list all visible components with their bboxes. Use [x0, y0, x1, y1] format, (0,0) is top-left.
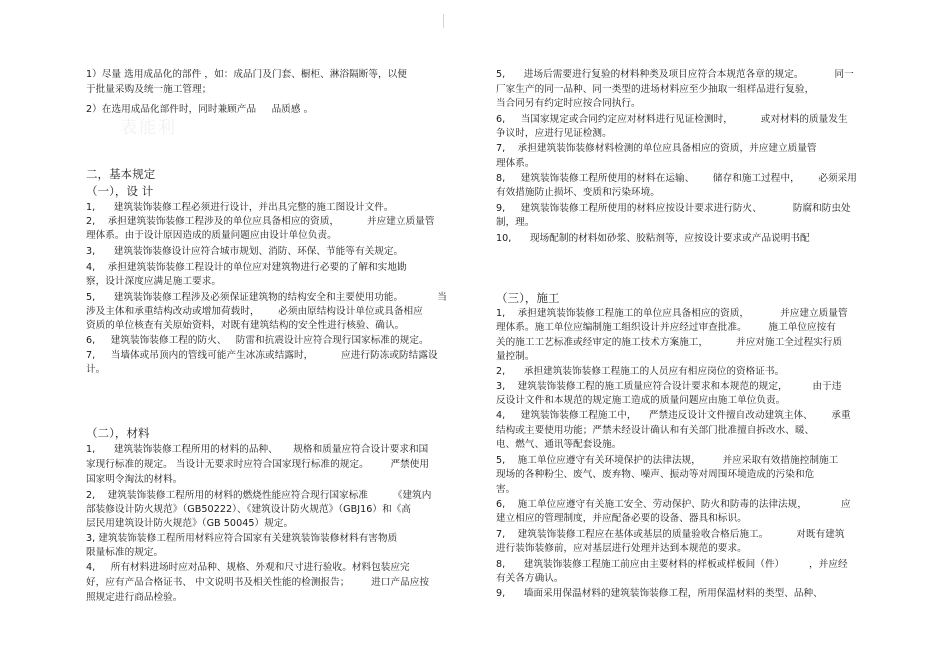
text-line: 1, 建筑装饰装修工程所用的材料的品种、 规格和质量应符合设计要求和国	[86, 444, 429, 455]
text-line: 建立相应的管理制度，并应配备必要的设备、器具和标识。	[496, 513, 747, 524]
text-line: 7, 建筑装饰装修工程应在基体或基层的质量验收合格后施工。 对既有建筑	[496, 529, 845, 540]
page-divider	[443, 14, 444, 28]
text-line: 1, 建筑装饰装修工程必须进行设计，并出具完整的施工图设计文件。	[86, 202, 394, 213]
subsection-heading: （二），材料	[86, 426, 150, 440]
text-line: 8, 建筑装饰装修工程施工前应由主要材料的样板或样板间（件） ，并应经	[496, 559, 848, 570]
text-line: 2, 建筑装饰装修工程所用的材料的燃烧性能应符合现行国家标准 《建筑内	[86, 490, 432, 501]
subsection-heading: （三），施工	[496, 291, 560, 305]
text-line: 害。	[496, 484, 516, 495]
watermark-text: 表能利	[120, 118, 177, 138]
text-line: 厂家生产的同一品种、同一类型的进场材料应至少抽取一组样品进行复验，	[496, 84, 815, 95]
subsection-heading: （一），设 计	[86, 184, 154, 198]
text-line: 理体系。	[496, 158, 535, 169]
text-line: 理体系。施工单位应编制施工组织设计并应经过审查批准。 施工单位应按有	[496, 322, 836, 333]
text-line: 4, 建筑装饰装修工程施工中， 严禁违反设计文件擅自改动建筑主体、 承重	[496, 410, 851, 421]
text-line: 2）在选用成品化部件时，同时兼顾产品 品质感 。	[86, 104, 314, 115]
text-line: 反设计文件和本规范的规定施工造成的质量问题应由施工单位负责。	[496, 395, 786, 406]
text-line: 进行装饰装修前，应对基层进行处理并达到本规范的要求。	[496, 543, 747, 554]
text-line: 关的施工工艺标准或经审定的施工技术方案施工， 并应对施工全过程实行质	[496, 337, 843, 348]
text-line: 资质的单位核查有关原始资料，对既有建筑结构的安全性进行核验、确认。	[86, 320, 405, 331]
text-line: 结构或主要使用功能；严禁未经设计确认和有关部门批准擅自拆改水、暖、	[496, 425, 815, 436]
text-line: 于批量采购及统一施工管理；	[86, 84, 212, 95]
text-line: 3, 建筑装饰装修工程所用材料应符合国家有关建筑装饰装修材料有害物质	[86, 533, 398, 544]
text-line: 2, 承担建筑装饰装修工程施工的人员应有相应岗位的资格证书。	[496, 366, 785, 377]
text-line: 国家明令淘汰的材料。	[86, 474, 183, 485]
text-line: 3, 建筑装饰装修设计应符合城市规划、消防、环保、节能等有关规定。	[86, 246, 404, 257]
text-line: 照规定进行商品检验。	[86, 592, 183, 603]
text-line: 察，设计深度应满足施工要求。	[86, 276, 222, 287]
text-line: 10, 现场配制的材料如砂浆、胶粘剂等，应按设计要求或产品说明书配	[496, 233, 810, 244]
text-line: 涉及主体和承重结构改动或增加荷载时， 必须由原结构设计单位或具备相应	[86, 306, 423, 317]
text-line: 6, 当国家规定或合同约定应对材料进行见证检测时， 或对材料的质量发生	[496, 114, 848, 125]
text-line: 4, 所有材料进场时应对品种、规格、外观和尺寸进行验收。材料包装应完	[86, 562, 410, 573]
text-line: 6, 施工单位应遵守有关施工安全、劳动保护、防火和防毒的法律法规， 应	[496, 499, 851, 510]
text-line: 5, 建筑装饰装修工程涉及必须保证建筑物的结构安全和主要使用功能。 当	[86, 292, 447, 303]
section-heading: 二，基本规定	[86, 167, 156, 181]
text-line: 计。	[86, 364, 106, 375]
text-line: 理体系。由于设计原因造成的质量问题应由设计单位负责。	[86, 230, 337, 241]
text-line: 好，应有产品合格证书、 中文说明书及相关性能的检测报告； 进口产品应按	[86, 577, 430, 588]
text-line: 层民用建筑设计防火规范》（GB 50045）规定。	[86, 518, 294, 529]
text-line: 2, 承担建筑装饰装修工程涉及的单位应具备相应的资质， 并应建立质量管	[86, 216, 435, 227]
text-line: 电、燃气、通讯等配套设施。	[496, 439, 622, 450]
text-line: 制，理。	[496, 217, 535, 228]
text-line: 有关各方确认。	[496, 573, 564, 584]
text-line: 有效措施防止损坏、变质和污染环境。	[496, 187, 660, 198]
text-line: 9, 建筑装饰装修工程所使用的材料应按设计要求进行防火、 防腐和防虫处	[496, 203, 851, 214]
text-line: 当合同另有约定时应按合同执行。	[496, 98, 641, 109]
text-line: 8, 建筑装饰装修工程所使用的材料在运输、 储存和施工过程中， 必须采用	[496, 173, 857, 184]
text-line: 限量标准的规定。	[86, 547, 164, 558]
text-line: 4, 承担建筑装饰装修工程设计的单位应对建筑物进行必要的了解和实地勘	[86, 262, 407, 273]
text-line: 1, 承担建筑装饰装修工程施工的单位应具备相应的资质， 并应建立质量管	[496, 308, 848, 319]
text-line: 量控制。	[496, 351, 535, 362]
text-line: 争议时，应进行见证检测。	[496, 128, 612, 139]
text-line: 5, 施工单位应遵守有关环境保护的法律法规， 并应采取有效措施控制施工	[496, 455, 839, 466]
text-line: 家现行标准的规定。 当设计无要求时应符合国家现行标准的规定。 严禁使用	[86, 459, 430, 470]
text-line: 6, 建筑装饰装修工程的防火、 防雷和抗震设计应符合现行国家标准的规定。	[86, 335, 429, 346]
text-line: 5, 进场后需要进行复验的材料种类及项目应符合本规范各章的规定。 同一	[496, 69, 854, 80]
text-line: 7, 当墙体或吊顶内的管线可能产生冰冻或结露时， 应进行防冻或防结露设	[86, 350, 438, 361]
text-line: 7, 承担建筑装饰装修材料检测的单位应具备相应的资质，并应建立质量管	[496, 143, 817, 154]
text-line: 3, 建筑装饰装修工程的施工质量应符合设计要求和本规范的规定， 由于违	[496, 381, 842, 392]
text-line: 9, 墙面采用保温材料的建筑装饰装修工程，所用保温材料的类型、品种、	[496, 588, 823, 599]
text-line: 部装修设计防火规范》（GB50222）、《建筑设计防火规范》（GBJ16）和《高	[86, 504, 412, 515]
text-line: 现场的各种粉尘、废气、废弃物、噪声、振动等对周围环境造成的污染和危	[496, 469, 815, 480]
text-line: 1）尽量 选用成品化的部件 ，如：成品门及门套、橱柜、淋浴隔断等，以便	[86, 69, 407, 80]
